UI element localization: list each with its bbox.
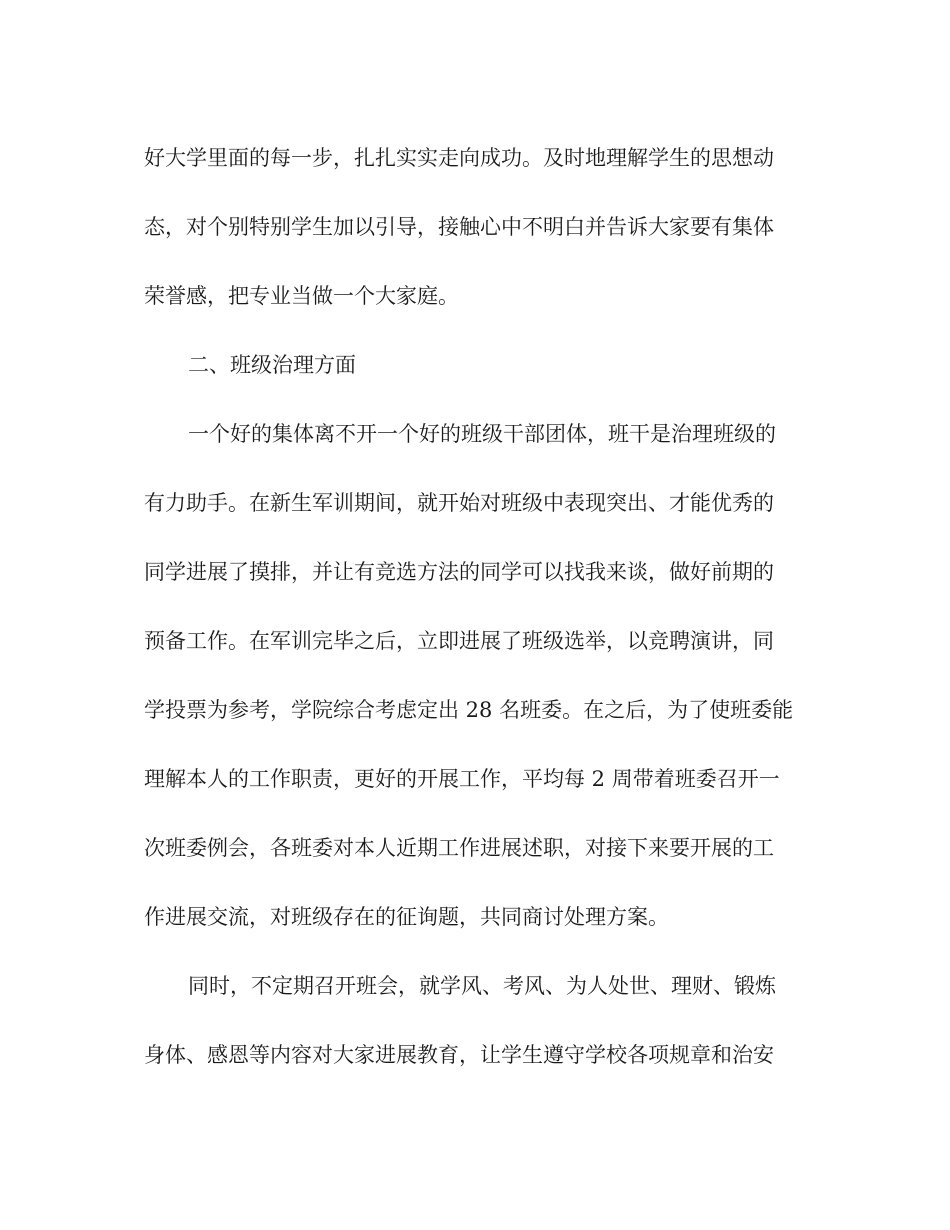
text-line: 荣誉感，把专业当做一个大家庭。 — [144, 284, 459, 308]
text-line: 次班委例会，各班委对本人近期工作进展述职，对接下来要开展的工 — [144, 836, 774, 860]
text-line: 好大学里面的每一步，扎扎实实走向成功。及时地理解学生的思想动 — [144, 146, 774, 170]
text-line: 作进展交流，对班级存在的征询题，共同商讨处理方案。 — [144, 905, 669, 929]
text-line: 身体、感恩等内容对大家进展教育，让学生遵守学校各项规章和治安 — [144, 1043, 774, 1067]
text-line: 一个好的集体离不开一个好的班级干部团体，班干是治理班级的 — [188, 422, 776, 446]
text-line: 态，对个别特别学生加以引导，接触心中不明白并告诉大家要有集体 — [144, 215, 774, 239]
section-heading: 二、班级治理方面 — [188, 353, 356, 377]
text-line: 同学进展了摸排，并让有竞选方法的同学可以找我来谈，做好前期的 — [144, 560, 774, 584]
text-line: 学投票为参考，学院综合考虑定出 28 名班委。在之后，为了使班委能 — [144, 698, 794, 722]
text-line: 有力助手。在新生军训期间，就开始对班级中表现突出、才能优秀的 — [144, 491, 774, 515]
text-line: 预备工作。在军训完毕之后，立即进展了班级选举，以竞聘演讲，同 — [144, 629, 774, 653]
text-line: 同时，不定期召开班会，就学风、考风、为人处世、理财、锻炼 — [188, 974, 776, 998]
document-body — [144, 136, 814, 1102]
text-line: 理解本人的工作职责，更好的开展工作，平均每 2 周带着班委召开一 — [144, 767, 780, 791]
